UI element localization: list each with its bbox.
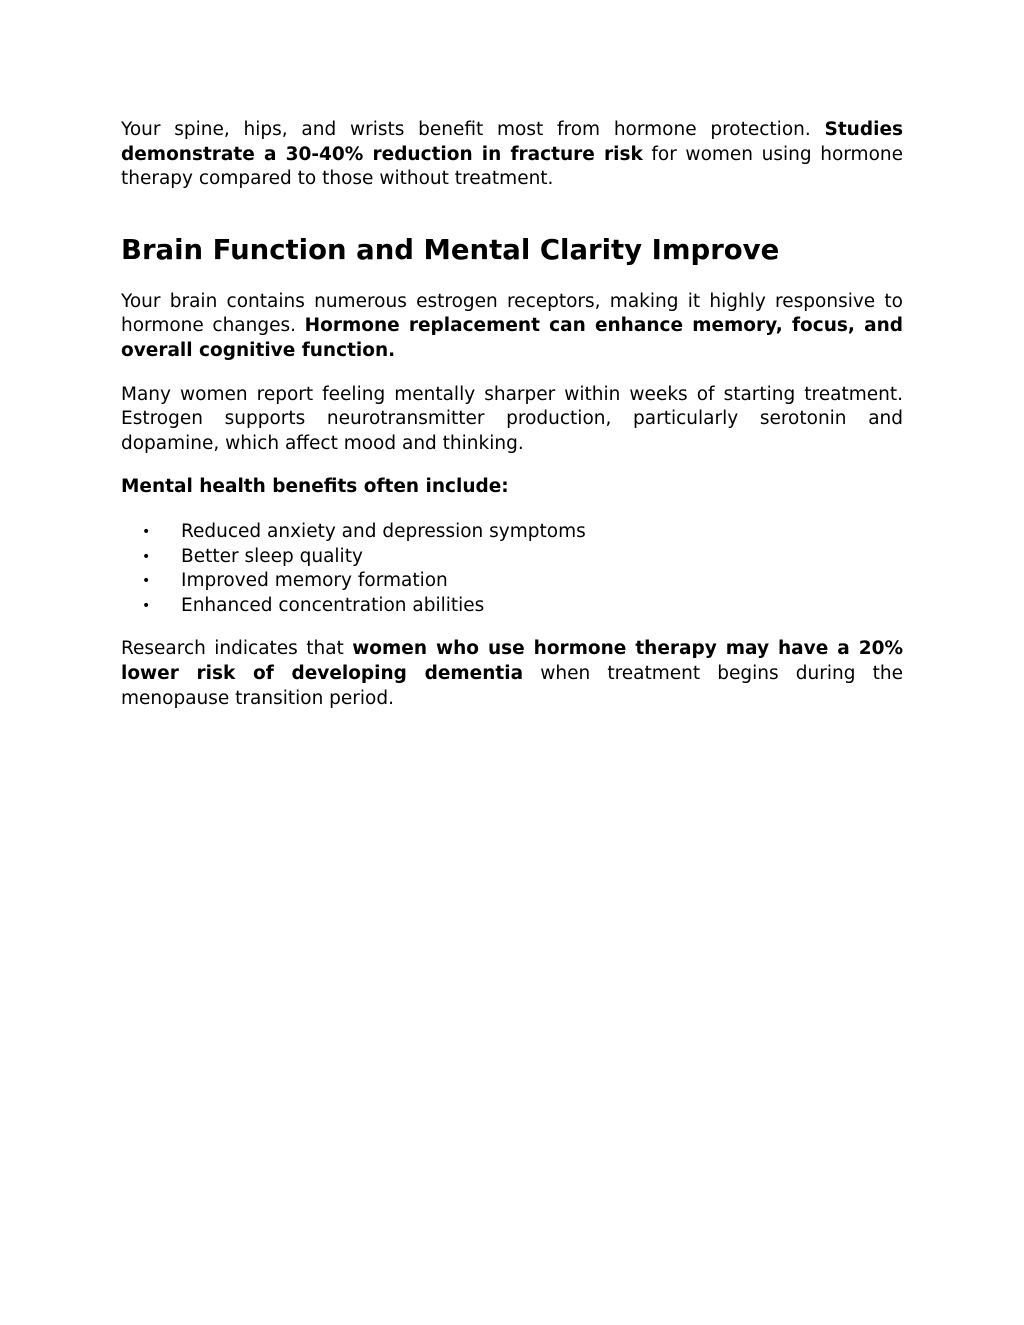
section-heading: Brain Function and Mental Clarity Improve (121, 233, 780, 266)
paragraph-text: when treatment begins during the menopause transition period. (121, 662, 903, 709)
bullet-icon: • (142, 548, 151, 565)
paragraph-mentally-sharper: Many women report feeling mentally sharper within weeks of starting treatment. Estrogen supports neurotransmitter production, particularly serotonin and dopamine, which affect mood and thinking. (121, 383, 903, 454)
benefits-list (121, 520, 903, 618)
paragraph-bold-text: women who use hormone therapy may have a 20% lower risk of developing dementia (121, 638, 903, 684)
paragraph-text: Your spine, hips, and wrists benefit most from hormone protection. (121, 119, 825, 140)
list-item-text: Enhanced concentration abilities (181, 594, 485, 616)
paragraph-text: for women using hormone therapy compared to those without treatment. (121, 143, 903, 190)
list-item-text: Better sleep quality (181, 545, 363, 567)
paragraph-bold-text: Hormone replacement can enhance memory, focus, and overall cognitive function. (121, 315, 903, 361)
document-page (121, 118, 903, 711)
list-item-text: Improved memory formation (181, 570, 448, 592)
bullet-icon: • (142, 573, 151, 590)
benefits-heading: Mental health benefits often include: (121, 476, 509, 498)
list-item (121, 520, 903, 545)
list-item (121, 569, 903, 594)
list-item (121, 545, 903, 570)
paragraph-dementia-risk (121, 637, 903, 711)
bullet-icon: • (142, 523, 151, 540)
paragraph-bold-text: Studies demonstrate a 30-40% reduction in fracture risk (121, 119, 903, 165)
paragraph-text: Your brain contains numerous estrogen receptors, making it highly responsive to hormone changes. (121, 290, 903, 337)
bullet-icon: • (142, 597, 151, 614)
list-item-text: Reduced anxiety and depression symptoms (181, 520, 586, 542)
paragraph-fracture-risk (121, 118, 903, 192)
list-item (121, 594, 903, 619)
paragraph-estrogen-receptors (121, 290, 903, 364)
paragraph-text: Research indicates that (121, 638, 353, 660)
